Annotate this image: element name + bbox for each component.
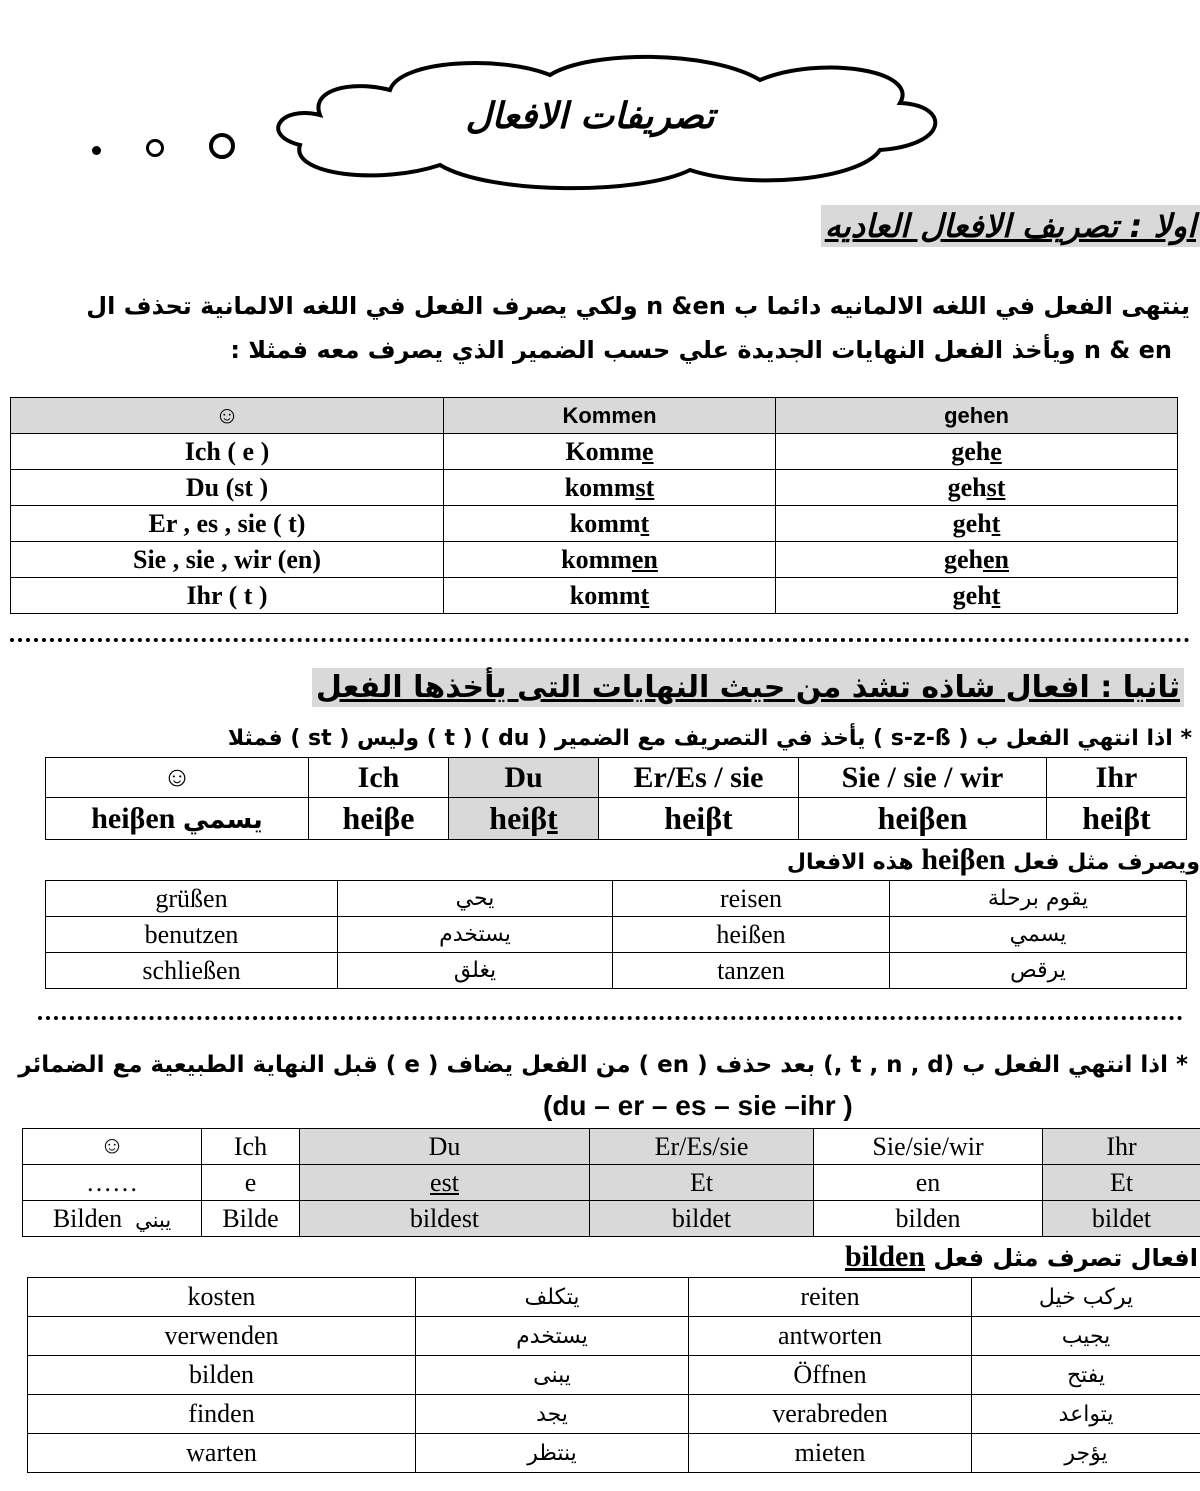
stem: geh: [952, 580, 992, 610]
verb-arabic: يسمي: [890, 917, 1187, 953]
ending: e: [990, 436, 1002, 466]
verb-arabic: يبني: [135, 1207, 172, 1232]
stem: geh: [951, 436, 991, 466]
verb-arabic: يتواعد: [972, 1395, 1200, 1434]
verb-arabic: يسمي: [182, 804, 263, 835]
ending-er: Et: [590, 1165, 814, 1201]
stem: heiβ: [489, 800, 548, 836]
dental-stem-table: [22, 1128, 1200, 1237]
col-header-er: Er/Es/sie: [590, 1129, 814, 1165]
ending: t: [547, 800, 558, 836]
pronoun-cell: Du (st ): [11, 470, 444, 506]
ending-du: est: [300, 1165, 590, 1201]
ending-ihr: Et: [1043, 1165, 1200, 1201]
heissen-like-verbs-table: [45, 880, 1187, 989]
verb-german: verwenden: [28, 1317, 416, 1356]
form-du: [449, 798, 599, 840]
ending-empty: ……: [23, 1165, 202, 1201]
gehen-form: [776, 434, 1178, 470]
dotted-separator: [38, 1016, 1183, 1020]
verb-german: verabreden: [689, 1395, 972, 1434]
gehen-form: [776, 578, 1178, 614]
kommen-form: [444, 434, 776, 470]
form-sie: bilden: [814, 1201, 1043, 1237]
form-ich: Bilde: [202, 1201, 300, 1237]
verb-german: warten: [28, 1434, 416, 1473]
verb-german: Bilden: [52, 1203, 123, 1233]
like-bilden-line: [845, 1240, 1198, 1274]
form-er: heiβt: [599, 798, 799, 840]
col-header-kommen: Kommen: [444, 398, 776, 434]
section2-note: * اذا انتهي الفعل ب ( s-z-ß ) يأخذ في التصريف مع الضمير ( du ) ( t ) وليس ( st ) فمثلا: [227, 726, 1192, 751]
verb-german: Öffnen: [689, 1356, 972, 1395]
irregular-endings-table: [45, 757, 1187, 840]
kommen-form: [444, 542, 776, 578]
pronoun-cell: Sie , sie , wir (en): [11, 542, 444, 578]
bubble-dot-medium: [146, 139, 164, 157]
ending: t: [991, 508, 1001, 538]
kommen-form: [444, 578, 776, 614]
verb-arabic: يحي: [338, 881, 613, 917]
smiley-icon: ☺: [11, 398, 444, 434]
col-header-ich: Ich: [202, 1129, 300, 1165]
stem: komm: [564, 472, 636, 502]
stem: Komm: [565, 436, 642, 466]
verb-cell: [46, 798, 309, 840]
verb-german: grüßen: [46, 881, 338, 917]
like-text-1: ويصرف مثل فعل: [1013, 850, 1200, 875]
like-verb: heiβen: [921, 843, 1006, 876]
pronoun-cell: Ihr ( t ): [11, 578, 444, 614]
section3-note: * اذا انتهي الفعل ب (t , n , d ,) بعد حذف ( en ) من الفعل يضاف ( e ) قبل النهاية الطبيعية مع الضمائر: [18, 1052, 1188, 1078]
form-er: bildet: [590, 1201, 814, 1237]
col-header-ich: Ich: [309, 758, 449, 798]
bilden-like-verbs-table: [27, 1277, 1200, 1473]
col-header-er: Er/Es / sie: [599, 758, 799, 798]
like-heissen-line: [787, 843, 1200, 877]
col-header-sie: Sie / sie / wir: [799, 758, 1047, 798]
gehen-form: [776, 470, 1178, 506]
col-header-du: Du: [449, 758, 599, 798]
pronoun-cell: Er , es , sie ( t): [11, 506, 444, 542]
dotted-separator: [10, 638, 1190, 642]
stem: komm: [561, 544, 632, 574]
verb-german: heißen: [613, 917, 890, 953]
form-sie: heiβen: [799, 798, 1047, 840]
gehen-form: [776, 506, 1178, 542]
col-header-ihr: Ihr: [1047, 758, 1187, 798]
ending: st: [986, 472, 1006, 502]
section2-heading: ثانيا : افعال شاذه تشذ من حيث النهايات التى يأخذها الفعل: [312, 668, 1184, 707]
ending: t: [640, 580, 650, 610]
section1-line2: n & en ويأخذ الفعل النهايات الجديدة علي حسب الضمير الذي يصرف معه فمثلا :: [230, 336, 1172, 364]
verb-arabic: يؤجر: [972, 1434, 1200, 1473]
ending: en: [983, 544, 1009, 574]
verb-german: benutzen: [46, 917, 338, 953]
verb-arabic: يستخدم: [416, 1317, 689, 1356]
bubble-dot-small: [92, 146, 101, 155]
verb-german: tanzen: [613, 953, 890, 989]
verb-arabic: يبنى: [416, 1356, 689, 1395]
section1-line1: ينتهى الفعل في اللغه الالمانيه دائما ب n &en ولكي يصرف الفعل في اللغه الالمانية تحذف ال: [86, 292, 1190, 320]
like-text-2: هذه الافعال: [786, 850, 914, 875]
section3-pronouns: (du – er – es – sie –ihr ): [543, 1090, 853, 1121]
verb-german: schließen: [46, 953, 338, 989]
gehen-form: [776, 542, 1178, 578]
form-ich: heiβe: [309, 798, 449, 840]
verb-german: antworten: [689, 1317, 972, 1356]
verb-german: reiten: [689, 1278, 972, 1317]
page-title: تصريفات الافعال: [465, 96, 715, 137]
verb-german: kosten: [28, 1278, 416, 1317]
form-ihr: bildet: [1043, 1201, 1200, 1237]
verb-arabic: يقوم برحلة: [890, 881, 1187, 917]
verb-arabic: يتكلف: [416, 1278, 689, 1317]
verb-arabic: يستخدم: [338, 917, 613, 953]
verb-arabic: يجد: [416, 1395, 689, 1434]
form-du: bildest: [300, 1201, 590, 1237]
verb-german: mieten: [689, 1434, 972, 1473]
col-header-gehen: gehen: [776, 398, 1178, 434]
like-text: افعال تصرف مثل فعل: [933, 1244, 1198, 1272]
verb-arabic: يفتح: [972, 1356, 1200, 1395]
ending-ich: e: [202, 1165, 300, 1201]
smiley-icon: ☺: [46, 758, 309, 798]
smiley-icon: ☺: [23, 1129, 202, 1165]
col-header-du: Du: [300, 1129, 590, 1165]
section1-heading: اولا : تصريف الافعال العاديه: [821, 205, 1200, 247]
kommen-form: [444, 506, 776, 542]
verb-cell: [23, 1201, 202, 1237]
kommen-form: [444, 470, 776, 506]
verb-german: reisen: [613, 881, 890, 917]
verb-german: finden: [28, 1395, 416, 1434]
stem: geh: [947, 472, 987, 502]
verb-german: heiβen: [91, 801, 176, 835]
ending: e: [642, 436, 654, 466]
col-header-ihr: Ihr: [1043, 1129, 1200, 1165]
stem: geh: [944, 544, 983, 574]
ending: st: [635, 472, 655, 502]
ending: t: [640, 508, 650, 538]
verb-arabic: يركب خيل: [972, 1278, 1200, 1317]
ending: en: [631, 544, 658, 574]
ending-sie: en: [814, 1165, 1043, 1201]
verb-german: bilden: [28, 1356, 416, 1395]
like-verb: bilden: [844, 1240, 926, 1273]
regular-verbs-table: [10, 397, 1178, 614]
stem: komm: [569, 580, 641, 610]
verb-arabic: يغلق: [338, 953, 613, 989]
ending: t: [991, 580, 1001, 610]
verb-arabic: يرقص: [890, 953, 1187, 989]
verb-arabic: يجيب: [972, 1317, 1200, 1356]
bubble-dot-large: [209, 133, 235, 159]
verb-arabic: ينتظر: [416, 1434, 689, 1473]
pronoun-cell: Ich ( e ): [11, 434, 444, 470]
stem: komm: [569, 508, 641, 538]
stem: geh: [952, 508, 992, 538]
form-ihr: heiβt: [1047, 798, 1187, 840]
col-header-sie: Sie/sie/wir: [814, 1129, 1043, 1165]
